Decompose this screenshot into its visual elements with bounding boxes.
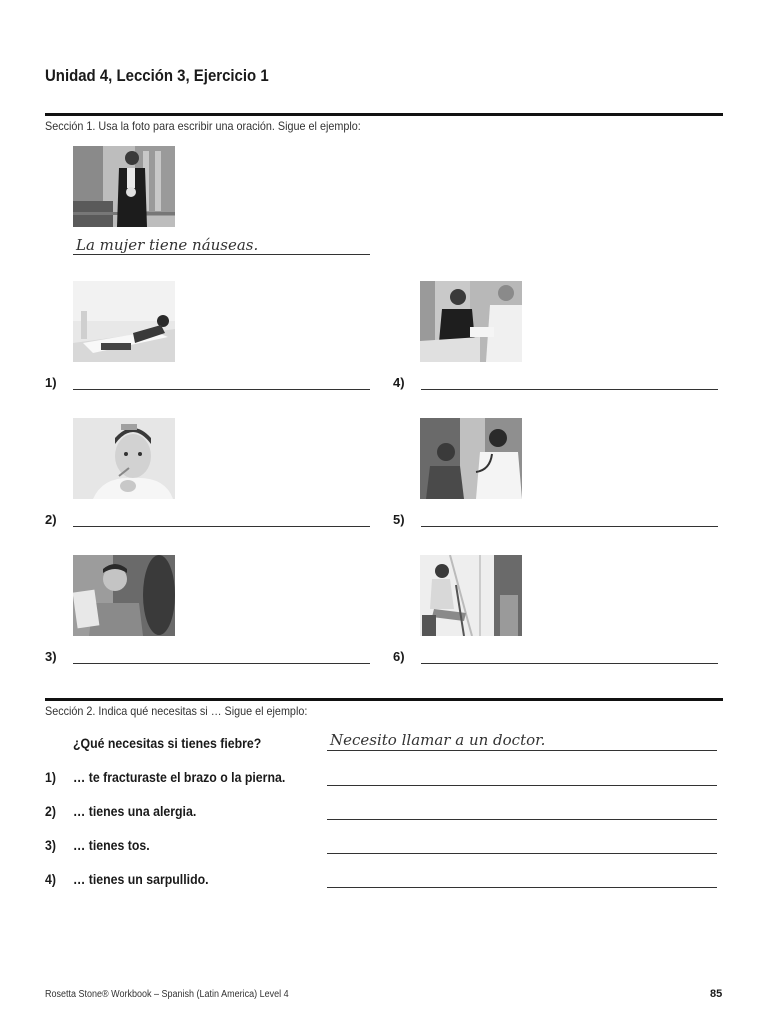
item-2-number: 2) xyxy=(45,512,57,527)
photo-3-man-with-paper xyxy=(73,555,175,636)
section-1-instruction: Sección 1. Usa la foto para escribir una oración. Sigue el ejemplo: xyxy=(45,119,361,133)
item-6-number: 6) xyxy=(393,649,405,664)
item-2-answer-line[interactable] xyxy=(73,526,370,527)
question-4-number: 4) xyxy=(45,871,56,887)
section-2-instruction: Sección 2. Indica qué necesitas si … Sigue el ejemplo: xyxy=(45,704,308,718)
item-6-answer-line[interactable] xyxy=(421,663,718,664)
example-answer-2-handwritten: Necesito llamar a un doctor. xyxy=(330,731,546,749)
item-3-number: 3) xyxy=(45,649,57,664)
item-5-number: 5) xyxy=(393,512,405,527)
photo-2-woman-with-thermometer xyxy=(73,418,175,499)
example-question: ¿Qué necesitas si tienes fiebre? xyxy=(73,735,262,751)
question-2-text: … tienes una alergia. xyxy=(73,803,197,819)
question-3-text: … tienes tos. xyxy=(73,837,150,853)
question-1-number: 1) xyxy=(45,769,56,785)
question-1-text: … te fracturaste el brazo o la pierna. xyxy=(73,769,286,785)
photo-4-doctor-examining-arm xyxy=(420,281,522,362)
photo-5-doctor-with-stethoscope xyxy=(420,418,522,499)
item-4-number: 4) xyxy=(393,375,405,390)
example-answer-2-line xyxy=(327,750,717,751)
item-1-number: 1) xyxy=(45,375,57,390)
item-3-answer-line[interactable] xyxy=(73,663,370,664)
question-2-number: 2) xyxy=(45,803,56,819)
question-3-number: 3) xyxy=(45,837,56,853)
question-3-answer-line[interactable] xyxy=(327,853,717,854)
page-number: 85 xyxy=(710,988,723,1000)
example-answer-line xyxy=(73,254,370,255)
page-title: Unidad 4, Lección 3, Ejercicio 1 xyxy=(45,66,269,85)
item-1-answer-line[interactable] xyxy=(73,389,370,390)
footer-credit: Rosetta Stone® Workbook – Spanish (Latin America) Level 4 xyxy=(45,989,289,1000)
question-2-answer-line[interactable] xyxy=(327,819,717,820)
photo-6-woman-with-crutches xyxy=(420,555,522,636)
item-4-answer-line[interactable] xyxy=(421,389,718,390)
question-4-answer-line[interactable] xyxy=(327,887,717,888)
example-answer-handwritten: La mujer tiene náuseas. xyxy=(76,236,259,254)
question-4-text: … tienes un sarpullido. xyxy=(73,871,209,887)
item-5-answer-line[interactable] xyxy=(421,526,718,527)
example-photo-woman-nausea xyxy=(73,146,175,227)
section-1-divider xyxy=(45,113,723,116)
photo-1-patient-in-bed xyxy=(73,281,175,362)
section-2-divider xyxy=(45,698,723,701)
question-1-answer-line[interactable] xyxy=(327,785,717,786)
